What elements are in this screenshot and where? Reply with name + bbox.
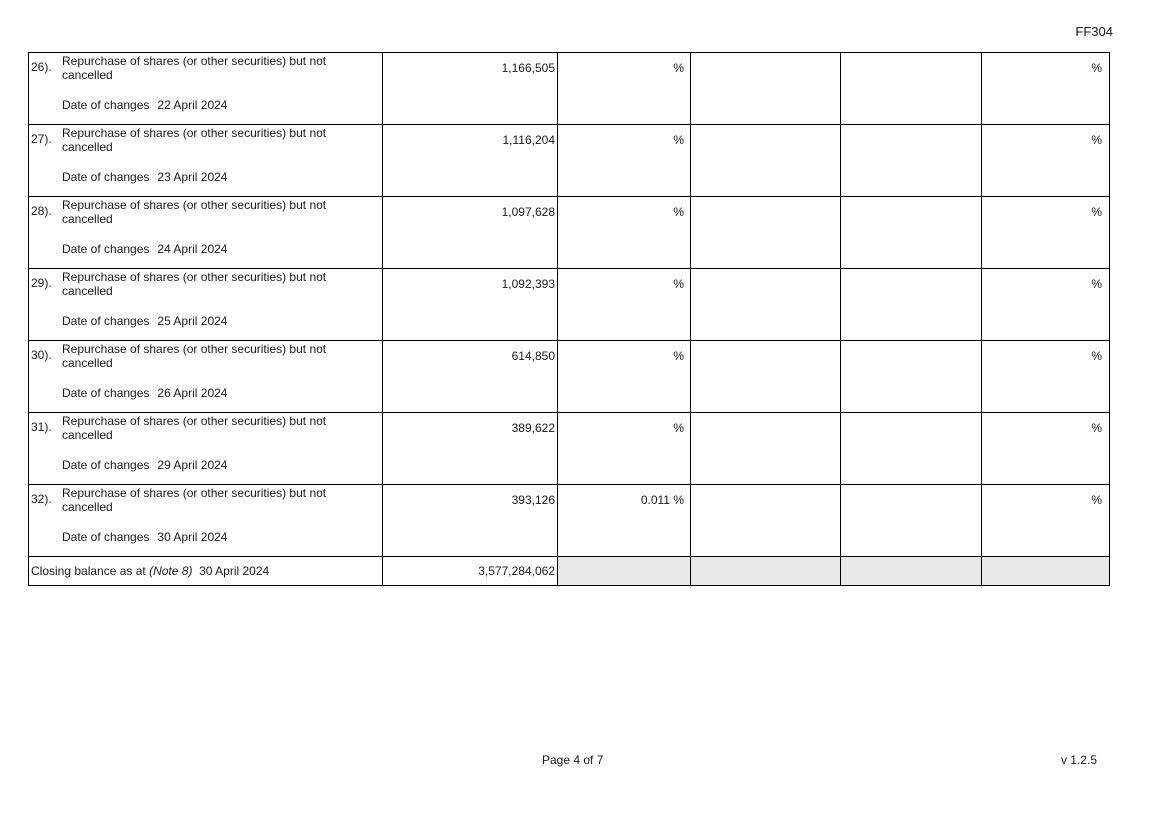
date-of-changes: [62, 386, 227, 400]
shares-value: 614,850: [383, 341, 558, 413]
pct-issued-value: %: [558, 341, 691, 413]
shaded-cell: [558, 557, 691, 586]
row-number: 31).: [31, 420, 52, 434]
empty-cell: [691, 53, 841, 125]
row-description: Repurchase of shares (or other securities) but not cancelled: [62, 342, 327, 370]
empty-cell: [691, 413, 841, 485]
empty-cell: [691, 485, 841, 557]
date-value: 26 April 2024: [157, 386, 228, 400]
shares-value: 1,097,628: [383, 197, 558, 269]
row-description: Repurchase of shares (or other securities) but not cancelled: [62, 414, 327, 442]
pct-last-value: %: [982, 341, 1110, 413]
pct-issued-value: %: [558, 53, 691, 125]
table-row: [29, 413, 1110, 485]
date-of-changes: [62, 530, 227, 544]
description-cell: [29, 125, 383, 197]
date-of-changes: [62, 458, 227, 472]
empty-cell: [841, 485, 982, 557]
form-code: FF304: [1075, 24, 1113, 39]
row-description: Repurchase of shares (or other securities) but not cancelled: [62, 486, 327, 514]
table-row: [29, 485, 1110, 557]
empty-cell: [841, 53, 982, 125]
date-label: Date of changes: [62, 458, 150, 472]
row-number: 28).: [31, 204, 52, 218]
pct-issued-value: %: [558, 413, 691, 485]
row-number: 26).: [31, 60, 52, 74]
date-label: Date of changes: [62, 98, 150, 112]
empty-cell: [691, 341, 841, 413]
shaded-cell: [841, 557, 982, 586]
form-version: v 1.2.5: [1060, 753, 1097, 767]
row-number: 30).: [31, 348, 52, 362]
pct-issued-value: %: [558, 197, 691, 269]
row-description: Repurchase of shares (or other securities) but not cancelled: [62, 198, 327, 226]
date-of-changes: [62, 314, 227, 328]
date-label: Date of changes: [62, 170, 150, 184]
shares-value: 393,126: [383, 485, 558, 557]
row-description: Repurchase of shares (or other securities) but not cancelled: [62, 54, 327, 82]
shares-value: 1,092,393: [383, 269, 558, 341]
closing-balance-label-cell: [29, 557, 383, 586]
date-label: Date of changes: [62, 314, 150, 328]
date-value: 30 April 2024: [157, 530, 228, 544]
description-cell: [29, 197, 383, 269]
empty-cell: [691, 269, 841, 341]
description-cell: [29, 485, 383, 557]
pct-last-value: %: [982, 53, 1110, 125]
pct-last-value: %: [982, 125, 1110, 197]
shaded-cell: [982, 557, 1110, 586]
pct-last-value: %: [982, 269, 1110, 341]
empty-cell: [841, 413, 982, 485]
empty-cell: [691, 125, 841, 197]
date-of-changes: [62, 242, 227, 256]
empty-cell: [841, 197, 982, 269]
date-of-changes: [62, 170, 227, 184]
description-cell: [29, 269, 383, 341]
date-value: 22 April 2024: [157, 98, 228, 112]
pct-issued-value: 0.011 %: [558, 485, 691, 557]
row-description: Repurchase of shares (or other securities) but not cancelled: [62, 270, 327, 298]
shares-value: 1,166,505: [383, 53, 558, 125]
table-row: [29, 341, 1110, 413]
pct-issued-value: %: [558, 125, 691, 197]
shaded-cell: [691, 557, 841, 586]
row-number: 29).: [31, 276, 52, 290]
row-number: 32).: [31, 492, 52, 506]
date-label: Date of changes: [62, 242, 150, 256]
empty-cell: [841, 125, 982, 197]
closing-balance-row: [29, 557, 1110, 586]
description-cell: [29, 341, 383, 413]
empty-cell: [841, 269, 982, 341]
closing-balance-value: 3,577,284,062: [383, 557, 558, 586]
date-value: 23 April 2024: [157, 170, 228, 184]
date-of-changes: [62, 98, 227, 112]
date-value: 25 April 2024: [157, 314, 228, 328]
description-cell: [29, 413, 383, 485]
movement-table: [28, 52, 1110, 586]
closing-balance-note: (Note 8): [149, 564, 193, 578]
pct-last-value: %: [982, 413, 1110, 485]
table-row: [29, 269, 1110, 341]
pct-issued-value: %: [558, 269, 691, 341]
closing-balance-label: Closing balance as at: [31, 564, 146, 578]
shares-value: 389,622: [383, 413, 558, 485]
date-label: Date of changes: [62, 386, 150, 400]
empty-cell: [841, 341, 982, 413]
row-number: 27).: [31, 132, 52, 146]
table-row: [29, 125, 1110, 197]
date-value: 24 April 2024: [157, 242, 228, 256]
date-label: Date of changes: [62, 530, 150, 544]
description-cell: [29, 53, 383, 125]
date-value: 29 April 2024: [157, 458, 228, 472]
table-row: [29, 53, 1110, 125]
page-number: Page 4 of 7: [542, 753, 604, 767]
pct-last-value: %: [982, 197, 1110, 269]
shares-value: 1,116,204: [383, 125, 558, 197]
empty-cell: [691, 197, 841, 269]
table-row: [29, 197, 1110, 269]
closing-balance-date: 30 April 2024: [199, 564, 270, 578]
pct-last-value: %: [982, 485, 1110, 557]
row-description: Repurchase of shares (or other securities) but not cancelled: [62, 126, 327, 154]
